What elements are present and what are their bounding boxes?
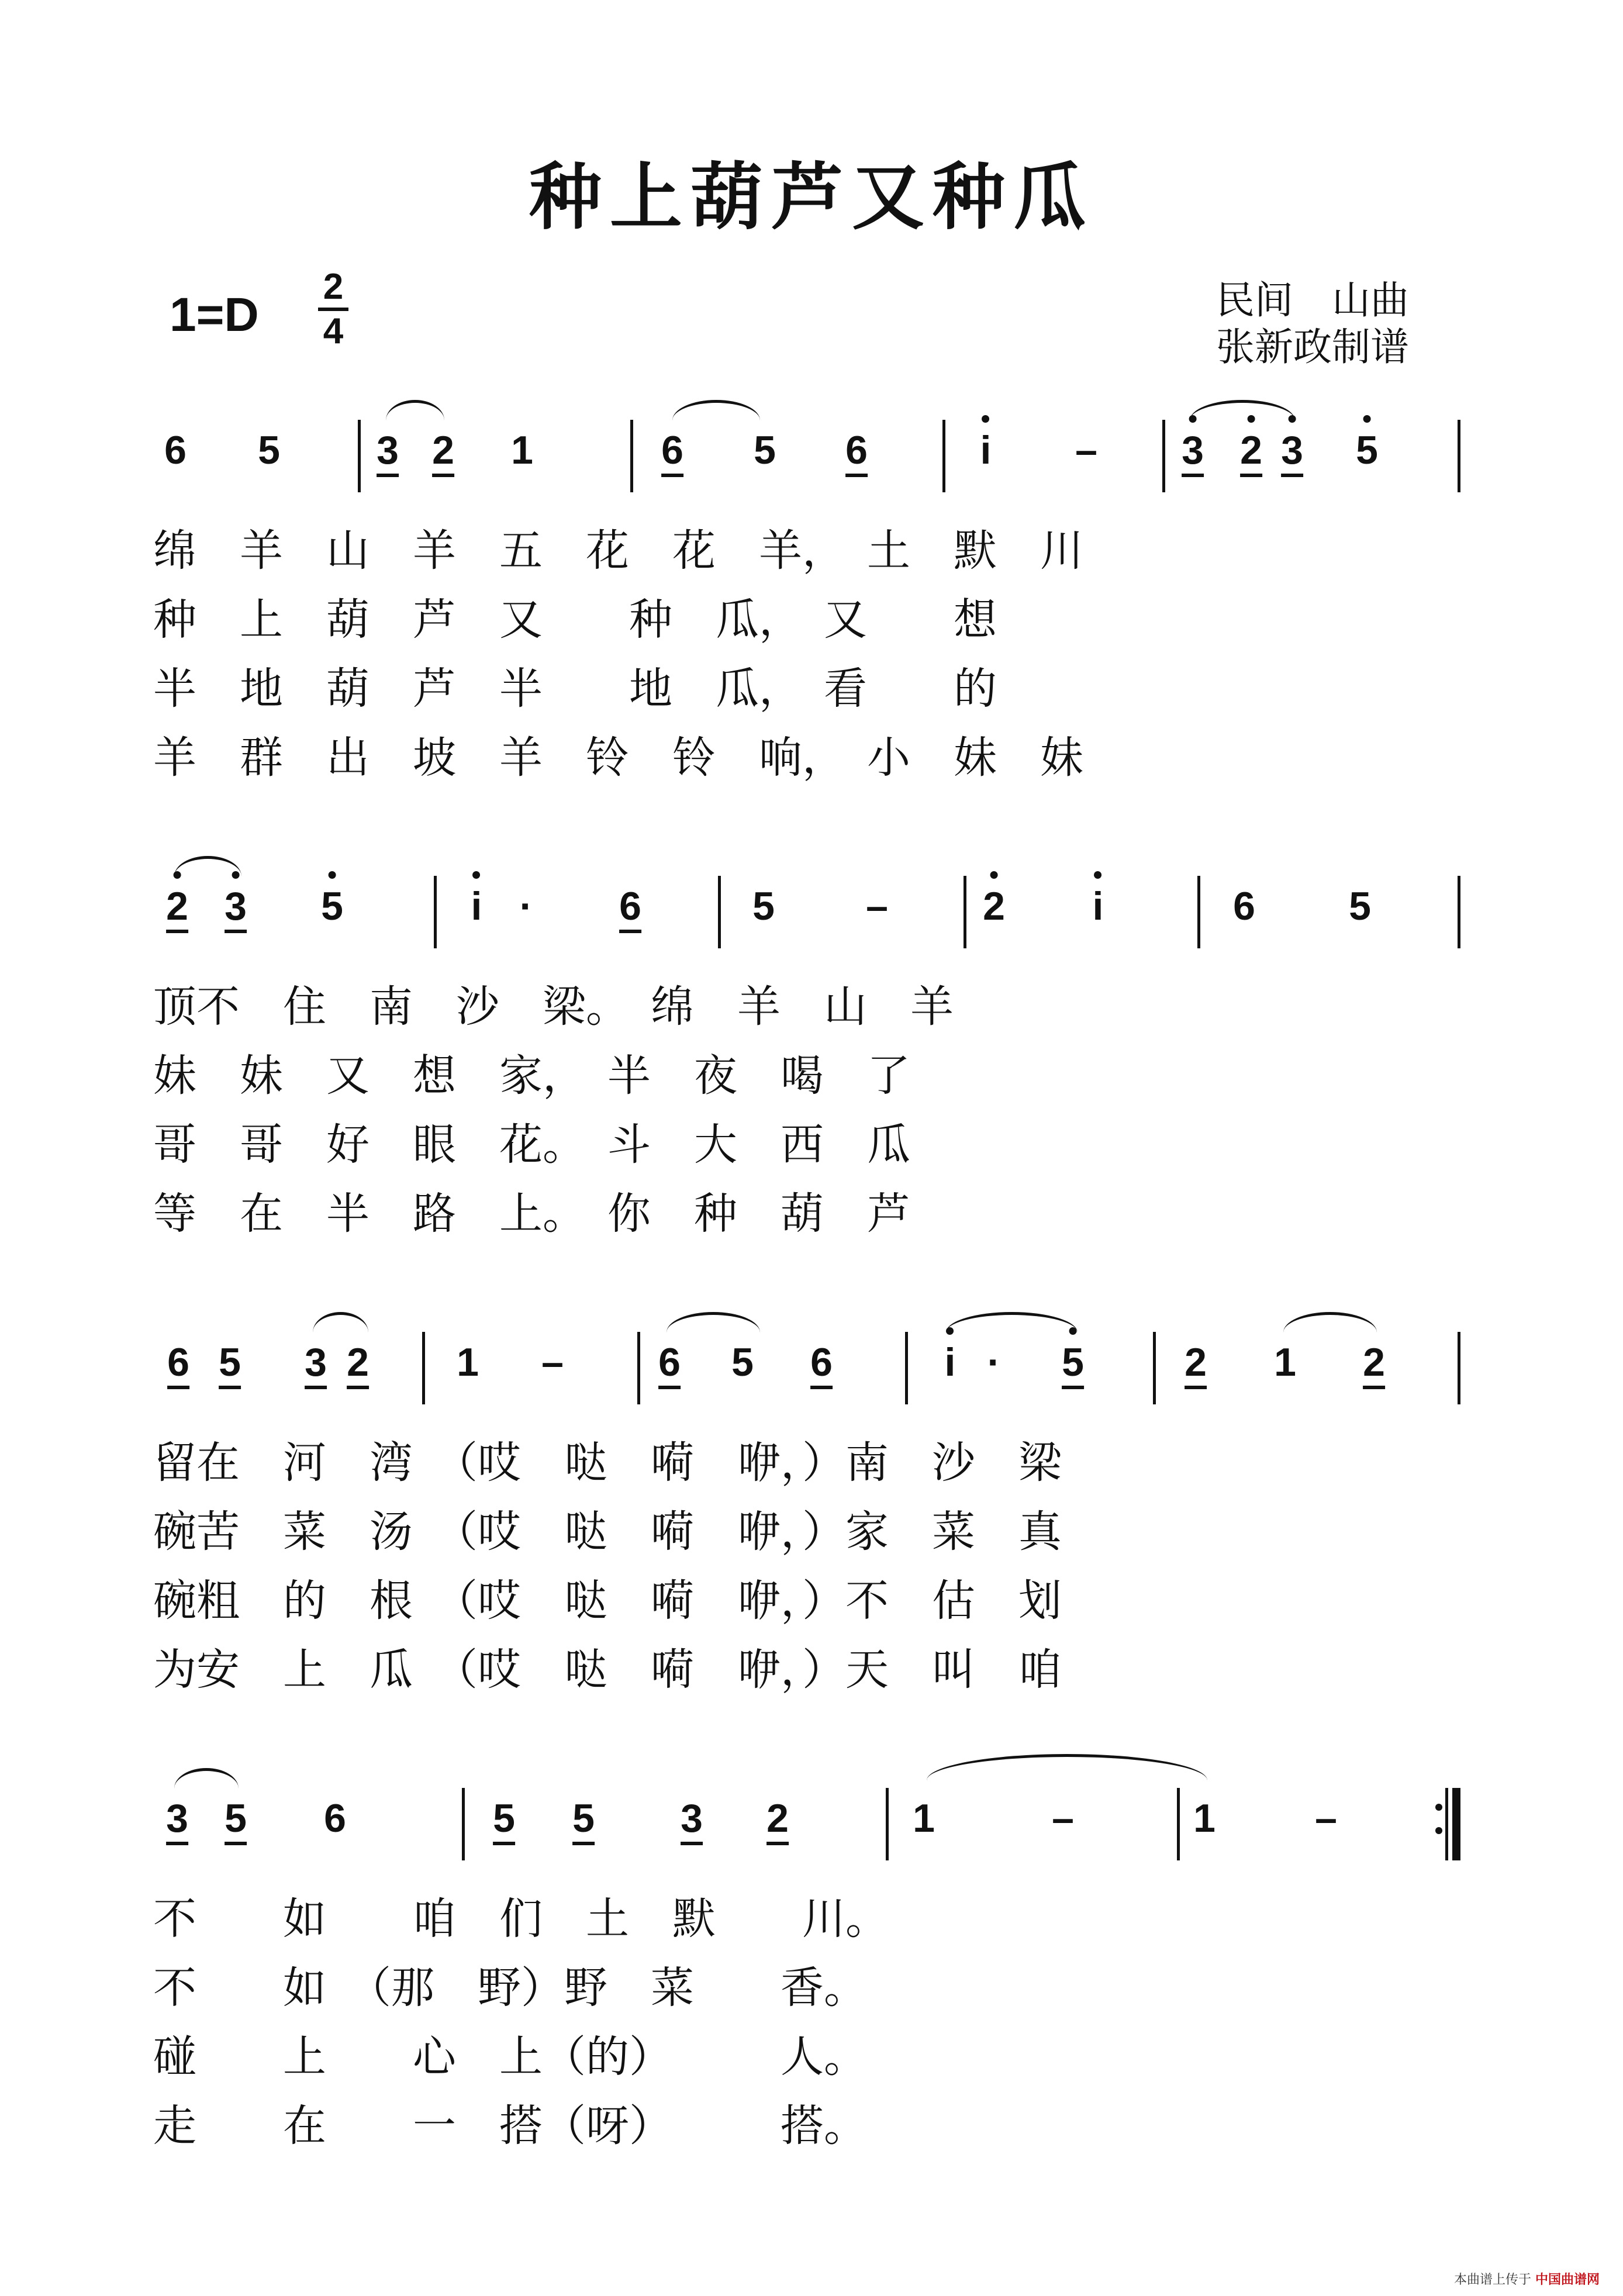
key-signature: 1=D bbox=[170, 288, 259, 341]
footer-text: 本曲谱上传于 bbox=[1453, 2273, 1531, 2287]
note: 1 bbox=[913, 1796, 935, 1841]
lyric-line: 半 地 葫 芦 半 地 瓜， 看 的 bbox=[153, 664, 997, 714]
high-octave-dot bbox=[173, 871, 181, 879]
slur bbox=[386, 400, 444, 420]
barline bbox=[1197, 876, 1200, 948]
music-system-4 bbox=[0, 1795, 1623, 1970]
barline bbox=[1458, 1332, 1460, 1404]
note: i bbox=[945, 1339, 956, 1386]
high-octave-dot bbox=[328, 871, 336, 879]
note: 1 bbox=[511, 428, 533, 472]
note: 5 bbox=[1356, 427, 1378, 474]
note: 3 bbox=[1182, 427, 1204, 477]
note: 5 bbox=[752, 884, 775, 928]
lyric-line: 不 如 （那 野）野 菜 香。 bbox=[153, 1963, 867, 2013]
note: 3 bbox=[1281, 427, 1303, 477]
high-octave-dot bbox=[990, 871, 997, 879]
slur bbox=[313, 1312, 368, 1332]
note: i bbox=[471, 883, 482, 930]
lyric-line: 哥 哥 好 眼 花。 斗 大 西 瓜 bbox=[153, 1120, 910, 1170]
note: 2 bbox=[983, 883, 1005, 930]
note: 5 bbox=[219, 1339, 241, 1389]
lyric-line: 留在 河 湾 （哎 哒 嗬 咿，）南 沙 梁 bbox=[153, 1438, 1062, 1488]
note: 2 bbox=[1240, 427, 1262, 477]
note: – bbox=[1075, 428, 1097, 472]
note: 2 bbox=[166, 883, 188, 933]
high-octave-dot bbox=[1069, 1327, 1076, 1335]
note: 6 bbox=[845, 427, 868, 477]
slur bbox=[1190, 400, 1295, 420]
note: 3 bbox=[681, 1795, 703, 1845]
lyric-line: 碰 上 心 上（的） 人。 bbox=[153, 2032, 867, 2082]
note: 2 bbox=[1185, 1339, 1207, 1389]
tie bbox=[927, 1754, 1207, 1780]
high-octave-dot bbox=[1288, 415, 1296, 423]
repeat-thick-bar bbox=[1452, 1788, 1460, 1860]
note: 5 bbox=[258, 428, 280, 472]
music-system-1 bbox=[0, 427, 1623, 602]
barline bbox=[630, 420, 633, 492]
note: 6 bbox=[164, 428, 187, 472]
note: 2 bbox=[347, 1339, 369, 1389]
note: 1 bbox=[1193, 1796, 1215, 1841]
note: 6 bbox=[619, 883, 641, 933]
barline bbox=[1177, 1788, 1180, 1860]
note: – bbox=[866, 884, 888, 928]
barline bbox=[434, 876, 437, 948]
barline bbox=[905, 1332, 908, 1404]
slur bbox=[672, 400, 760, 420]
note: 6 bbox=[324, 1796, 346, 1841]
note: 3 bbox=[166, 1795, 188, 1845]
meter-bottom: 4 bbox=[323, 311, 344, 351]
lyric-line: 走 在 一 搭（呀） 搭。 bbox=[153, 2101, 867, 2151]
note: 3 bbox=[225, 883, 247, 933]
note: – bbox=[1052, 1796, 1074, 1841]
high-octave-dot bbox=[982, 415, 990, 423]
note: 2 bbox=[1363, 1339, 1385, 1389]
lyric-line: 不 如 咱 们 土 默 川。 bbox=[153, 1894, 889, 1944]
note: 5 bbox=[321, 883, 343, 930]
high-octave-dot bbox=[1247, 415, 1255, 423]
note: 6 bbox=[810, 1339, 833, 1389]
lyric-line: 等 在 半 路 上。 你 种 葫 芦 bbox=[153, 1189, 910, 1239]
high-octave-dot bbox=[1094, 871, 1102, 879]
barline bbox=[1458, 876, 1460, 948]
meter-top: 2 bbox=[323, 267, 344, 307]
high-octave-dot bbox=[473, 871, 481, 879]
lyric-line: 为安 上 瓜 （哎 哒 嗬 咿，）天 叫 咱 bbox=[153, 1645, 1062, 1695]
lyric-line: 种 上 葫 芦 又 种 瓜， 又 想 bbox=[153, 595, 997, 645]
dotted-rhythm: · bbox=[987, 1340, 1001, 1384]
note: 2 bbox=[432, 427, 454, 477]
time-signature bbox=[316, 268, 351, 351]
barline bbox=[637, 1332, 640, 1404]
barline bbox=[462, 1788, 465, 1860]
barline bbox=[1162, 420, 1165, 492]
barline bbox=[358, 420, 361, 492]
note: 6 bbox=[1233, 884, 1255, 928]
lyric-line: 妹 妹 又 想 家， 半 夜 喝 了 bbox=[153, 1051, 910, 1101]
repeat-dot bbox=[1435, 1804, 1442, 1811]
lyric-line: 绵 羊 山 羊 五 花 花 羊， 土 默 川 bbox=[153, 526, 1083, 576]
note: i bbox=[980, 427, 992, 474]
note: 5 bbox=[731, 1340, 754, 1384]
note: 6 bbox=[658, 1339, 681, 1389]
note: i bbox=[1093, 883, 1104, 930]
barline bbox=[942, 420, 945, 492]
music-system-2 bbox=[0, 883, 1623, 1058]
barline bbox=[886, 1788, 889, 1860]
note: 1 bbox=[457, 1340, 479, 1384]
upload-credit-watermark bbox=[1454, 2270, 1600, 2288]
lyric-line: 碗粗 的 根 （哎 哒 嗬 咿，）不 估 划 bbox=[153, 1576, 1062, 1626]
note: 5 bbox=[572, 1795, 595, 1845]
note: 3 bbox=[305, 1339, 327, 1389]
note: 5 bbox=[493, 1795, 515, 1845]
note: 2 bbox=[766, 1795, 789, 1845]
credit-origin: 民间 山曲 bbox=[1216, 278, 1409, 323]
high-octave-dot bbox=[1363, 415, 1370, 423]
slur bbox=[1283, 1312, 1377, 1332]
lyric-line: 顶不 住 南 沙 梁。 绵 羊 山 羊 bbox=[153, 982, 954, 1032]
page-title: 种上葫芦又种瓜 bbox=[529, 155, 1094, 240]
note: 6 bbox=[167, 1339, 189, 1389]
music-system-3 bbox=[0, 1339, 1623, 1514]
high-octave-dot bbox=[232, 871, 239, 879]
barline bbox=[964, 876, 966, 948]
slur bbox=[667, 1312, 760, 1332]
note: 5 bbox=[754, 428, 776, 472]
credit-arranger: 张新政制谱 bbox=[1216, 324, 1409, 370]
slur bbox=[174, 1768, 239, 1789]
note: – bbox=[541, 1340, 564, 1384]
barline bbox=[1458, 420, 1460, 492]
note: 6 bbox=[661, 427, 683, 477]
high-octave-dot bbox=[947, 1327, 954, 1335]
note: 5 bbox=[1062, 1339, 1084, 1389]
note: 3 bbox=[377, 427, 399, 477]
note: 5 bbox=[1349, 884, 1371, 928]
note: – bbox=[1315, 1796, 1337, 1841]
barline bbox=[1153, 1332, 1156, 1404]
lyric-line: 碗苦 菜 汤 （哎 哒 嗬 咿，）家 菜 真 bbox=[153, 1507, 1062, 1557]
high-octave-dot bbox=[1189, 415, 1196, 423]
note: 1 bbox=[1274, 1340, 1296, 1384]
repeat-thin-bar bbox=[1445, 1788, 1448, 1860]
slur bbox=[946, 1312, 1078, 1332]
site-logo-text[interactable]: 中国曲谱网 bbox=[1535, 2273, 1600, 2287]
dotted-rhythm: · bbox=[519, 884, 533, 928]
barline bbox=[718, 876, 721, 948]
note: 5 bbox=[225, 1795, 247, 1845]
barline bbox=[422, 1332, 425, 1404]
lyric-line: 羊 群 出 坡 羊 铃 铃 响， 小 妹 妹 bbox=[153, 733, 1083, 783]
repeat-dot bbox=[1435, 1827, 1442, 1834]
